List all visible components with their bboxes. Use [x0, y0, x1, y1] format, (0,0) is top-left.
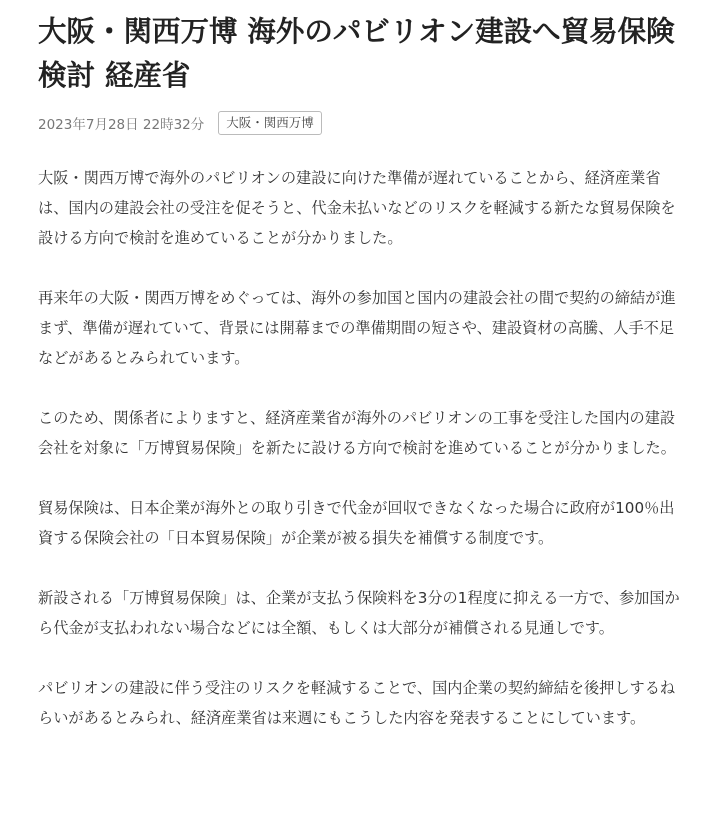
topic-tag[interactable]: 大阪・関西万博	[218, 111, 322, 135]
paragraph: 大阪・関西万博で海外のパビリオンの建設に向けた準備が遅れていることから、経済産業省は、国内の建設会社の受注を促そうと、代金未払いなどのリスクを軽減する新たな貿易保険を設ける方向で検討を進めていることが分かりました。	[38, 169, 676, 247]
publish-date: 2023年7月28日 22時32分	[38, 117, 205, 133]
paragraph: 再来年の大阪・関西万博をめぐっては、海外の参加国と国内の建設会社の間で契約の締結が進まず、準備が遅れていて、背景には開幕までの準備期間の短さや、建設資材の高騰、人手不足などがあるとみられています。	[38, 289, 676, 367]
article-body	[38, 163, 679, 733]
article-meta	[38, 110, 679, 136]
paragraph: 貿易保険は、日本企業が海外との取り引きで代金が回収できなくなった場合に政府が100％出資する保険会社の「日本貿易保険」が企業が被る損失を補償する制度です。	[38, 499, 675, 547]
article-title: 大阪・関西万博 海外のパビリオン建設へ貿易保険検討 経産省	[38, 15, 675, 92]
paragraph: このため、関係者によりますと、経済産業省が海外のパビリオンの工事を受注した国内の建設会社を対象に「万博貿易保険」を新たに設ける方向で検討を進めていることが分かりました。	[38, 409, 676, 457]
paragraph: パビリオンの建設に伴う受注のリスクを軽減することで、国内企業の契約締結を後押しするねらいがあるとみられ、経済産業省は来週にもこうした内容を発表することにしています。	[38, 679, 676, 727]
paragraph: 新設される「万博貿易保険」は、企業が支払う保険料を3分の1程度に抑える一方で、参加国から代金が支払われない場合などには全額、もしくは大部分が補償される見通しです。	[38, 589, 680, 637]
